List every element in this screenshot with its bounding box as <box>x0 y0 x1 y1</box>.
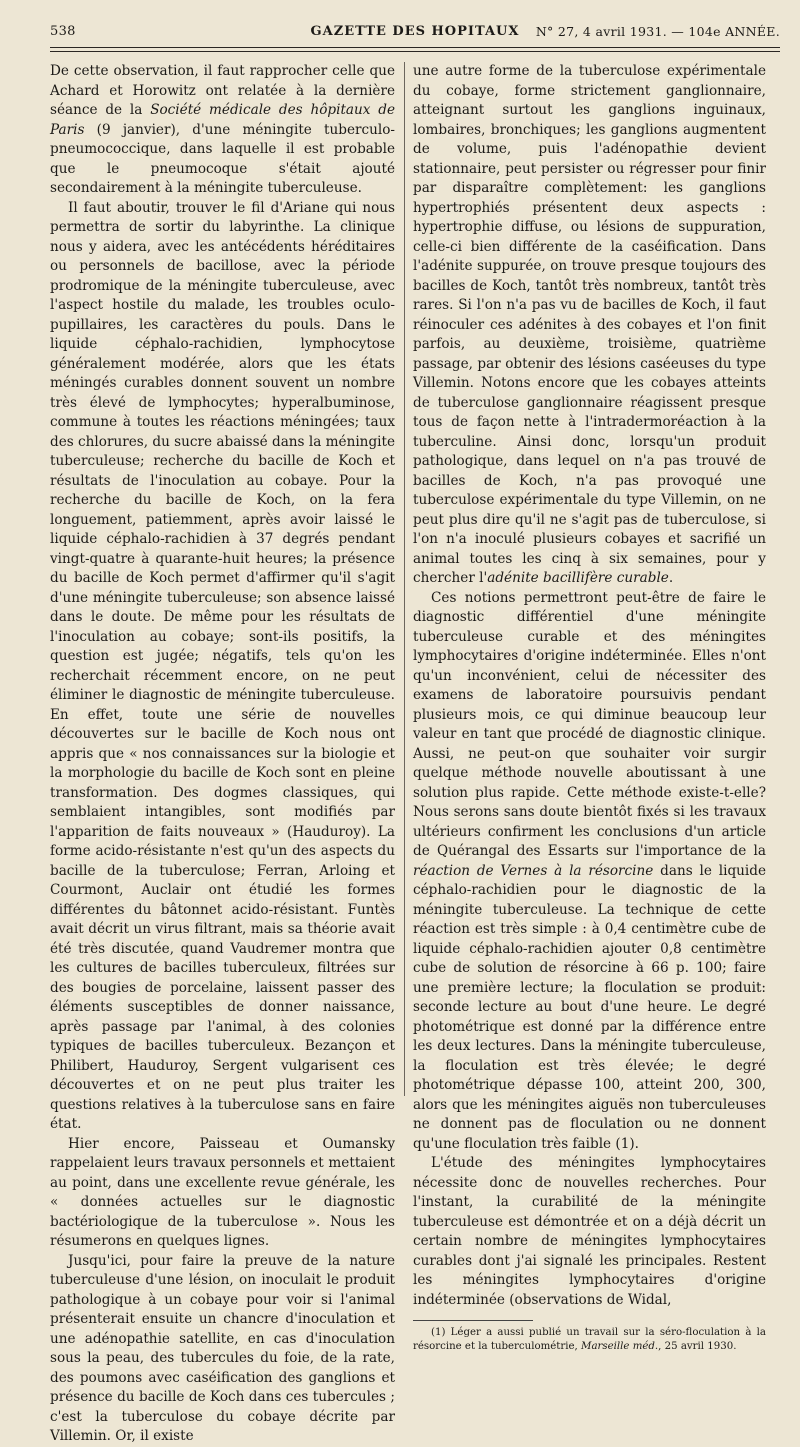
running-header <box>50 20 780 44</box>
column-divider <box>404 62 405 1096</box>
paragraph: Jusqu'ici, pour faire la preuve de la nature tuberculeuse d'une lésion, on inoculait le produit pathologique à un cobaye pour voir si l'animal présenterait ensuite un chancre d'inoculation et une adénopathie satellite, en cas d'inoculation sous la peau, des tubercules du foie, de la rate, des poumons avec caséification des ganglions et présence du bacille de Koch dans ces tubercules ; c'est la tuberculose du cobaye décrite par Villemin. Or, il existe <box>50 1252 395 1444</box>
journal-title: GAZETTE DES HOPITAUX <box>310 24 520 39</box>
issue-line: N° 27, 4 avril 1931. — 104e ANNÉE. <box>535 24 780 39</box>
paragraph: une autre forme de la tuberculose expérimentale du cobaye, forme strictement ganglionnaire, atteignant surtout les ganglions inguinaux, lombaires, bronchiques; les ganglions augmentent de volume, puis l'adénopathie devient stationnaire, peut persister ou régresser pour finir par disparaître complètement: les ganglions hypertrophiés présentent deux aspects : hypertrophie diffuse, ou lésions de suppuration, celle-ci bien différente de la caséification. Dans l'adénite suppurée, on trouve presque toujours des bacilles de Koch, tantôt très nombreux, tantôt très rares. Si l'on n'a pas vu de bacilles de Koch, il faut réinoculer ces adénites à des cobayes et l'on finit parfois, au deuxième, troisième, quatrième passage, par obtenir des lésions caséeuses du type Villemin. Notons encore que les cobayes atteints de tuberculose ganglionnaire réagissent presque tous de façon nette à l'intradermoréaction à la tuberculine. Ainsi donc, lorsqu'un produit pathologique, dans lequel on n'a pas trouvé de bacilles de Koch, n'a pas provoqué une tuberculose expérimentale du type Villemin, on ne peut plus dire qu'il ne s'agit pas de tuberculose, si l'on n'a inoculé plusieurs cobayes et sacrifié un animal toutes les cinq à six semaines, pour y chercher l'adénite bacillifère curable. <box>413 63 766 586</box>
term-italic: adénite bacillifère curable <box>487 570 669 586</box>
paragraph: L'étude des méningites lymphocytaires nécessite donc de nouvelles recherches. Pour l'instant, la curabilité de la méningite tuberculeuse est démontrée et on a déjà décrit un certain nombre de méningites lymphocytaires curables dont j'ai signalé les principales. Restent les méningites lymphocytaires d'origine indéterminée (observations de Widal, <box>413 1155 766 1308</box>
paragraph: Hier encore, Paisseau et Oumansky rappelaient leurs travaux personnels et mettaient au point, dans une excellente revue générale, les « données actuelles sur le diagnostic bactériologique de la tuberculose ». Nous les résumerons en quelques lignes. <box>50 1135 395 1249</box>
paragraph: Il faut aboutir, trouver le fil d'Ariane qui nous permettra de sortir du labyrinthe. La clinique nous y aidera, avec les antécédents héréditaires ou personnels de bacillose, avec la période prodromique de la méningite tuberculeuse, avec l'aspect hostile du malade, les troubles oculo-pupillaires, les caractères du pouls. Dans le liquide céphalo-rachidien, lymphocytose généralement modérée, alors que les états méningés curables donnent souvent un nombre très élevé de lymphocytes; hyperalbuminose, commune à toutes les réactions méningées; taux des chlorures, du sucre abaissé dans la méningite tuberculeuse; recherche du bacille de Koch et résultats de l'inoculation au cobaye. Pour la recherche du bacille de Koch, on la fera longuement, patiemment, après avoir laissé le liquide céphalo-rachidien à 37 degrés pendant vingt-quatre à quarante-huit heures; la présence du bacille de Koch permet d'affirmer qu'il s'agit d'une méningite tuberculeuse; son absence laissé dans le doute. De même pour les résultats de l'inoculation au cobaye; sont-ils positifs, la question est jugée; négatifs, tels qu'on les recherchait récemment encore, on ne peut éliminer le diagnostic de méningite tuberculeuse. En effet, toute une série de nouvelles découvertes sur le bacille de Koch nous ont appris que « nos connaissances sur la biologie et la morphologie du bacille de Koch sont en pleine transformation. Des dogmes classiques, qui semblaient intangibles, sont modifiés par l'apparition de faits nouveaux » (Hauduroy). La forme acido-résistante n'est qu'un des aspects du bacille de la tuberculose; Ferran, Arloing et Courmont, Auclair ont étudié les formes différentes du bâtonnet acido-résistant. Funtès avait décrit un virus filtrant, mais sa théorie avait été très discutée, quand Vaudremer montra que les cultures de bacilles tuberculeux, filtrées sur des bougies de porcelaine, laissent passer des éléments susceptibles de donner naissance, après passage par l'animal, à des colonies typiques de bacilles tuberculeux. Bezançon et Philibert, Hauduroy, Sergent vulgarisent ces découvertes et on ne peut plus traiter les questions relatives à la tuberculose sans en faire état. <box>50 199 395 1132</box>
society-name: Société médicale des hôpitaux de Paris <box>50 102 395 138</box>
paragraph: Ces notions permettront peut-être de faire le diagnostic différentiel d'une méningite tuberculeuse curable et des méningites lymphocytaires d'origine indéterminée. Elles n'ont qu'un inconvénient, celui de nécessiter des examens de laboratoire poursuivis pendant plusieurs mois, ce qui diminue beaucoup leur valeur en tant que procédé de diagnostic clinique. Aussi, ne peut-on que souhaiter voir surgir quelque méthode nouvelle aboutissant à une solution plus rapide. Cette méthode existe-t-elle? Nous serons sans doute bientôt fixés si les travaux ultérieurs confirment les conclusions d'un article de Quérangal des Essarts sur l'importance de la réaction de Vernes à la résorcine dans le liquide céphalo-rachidien pour le diagnostic de la méningite tuberculeuse. La technique de cette réaction est très simple : à 0,4 centimètre cube de liquide céphalo-rachidien ajouter 0,8 centimètre cube de solution de résorcine à 66 p. 100; faire une première lecture; la floculation se produit: seconde lecture au bout d'une heure. Le degré photométrique est donné par la différence entre les deux lectures. Dans la méningite tuberculeuse, la floculation est très élevée; le degré photométrique dépasse 100, atteint 200, 300, alors que les méningites aiguës non tuberculeuses ne donnent pas de floculation ou ne donnent qu'une floculation très faible (1). <box>413 589 766 1152</box>
header-rule-top <box>50 47 780 48</box>
paragraph: De cette observation, il faut rapprocher celle que Achard et Horowitz ont relatée à la dernière séance de la Société médicale des hôpitaux de Paris (9 janvier), d'une méningite tuberculo-pneumococcique, dans laquelle il est probable que le pneumocoque s'était ajouté secondairement à la méningite tuberculeuse. <box>50 63 395 196</box>
footnote: (1) Léger a aussi publié un travail sur la séro-floculation à la résorcine et la tuberculométrie, Marseille méd., 25 avril 1930. <box>413 1327 766 1352</box>
right-column <box>413 62 766 1354</box>
page-number: 538 <box>50 24 76 39</box>
left-column <box>50 62 395 1447</box>
footnote-rule <box>413 1320 533 1321</box>
journal-ref: Marseille méd. <box>581 1341 659 1352</box>
reaction-name: réaction de Vernes à la résorcine <box>413 862 654 879</box>
header-rule-bottom <box>50 51 780 52</box>
